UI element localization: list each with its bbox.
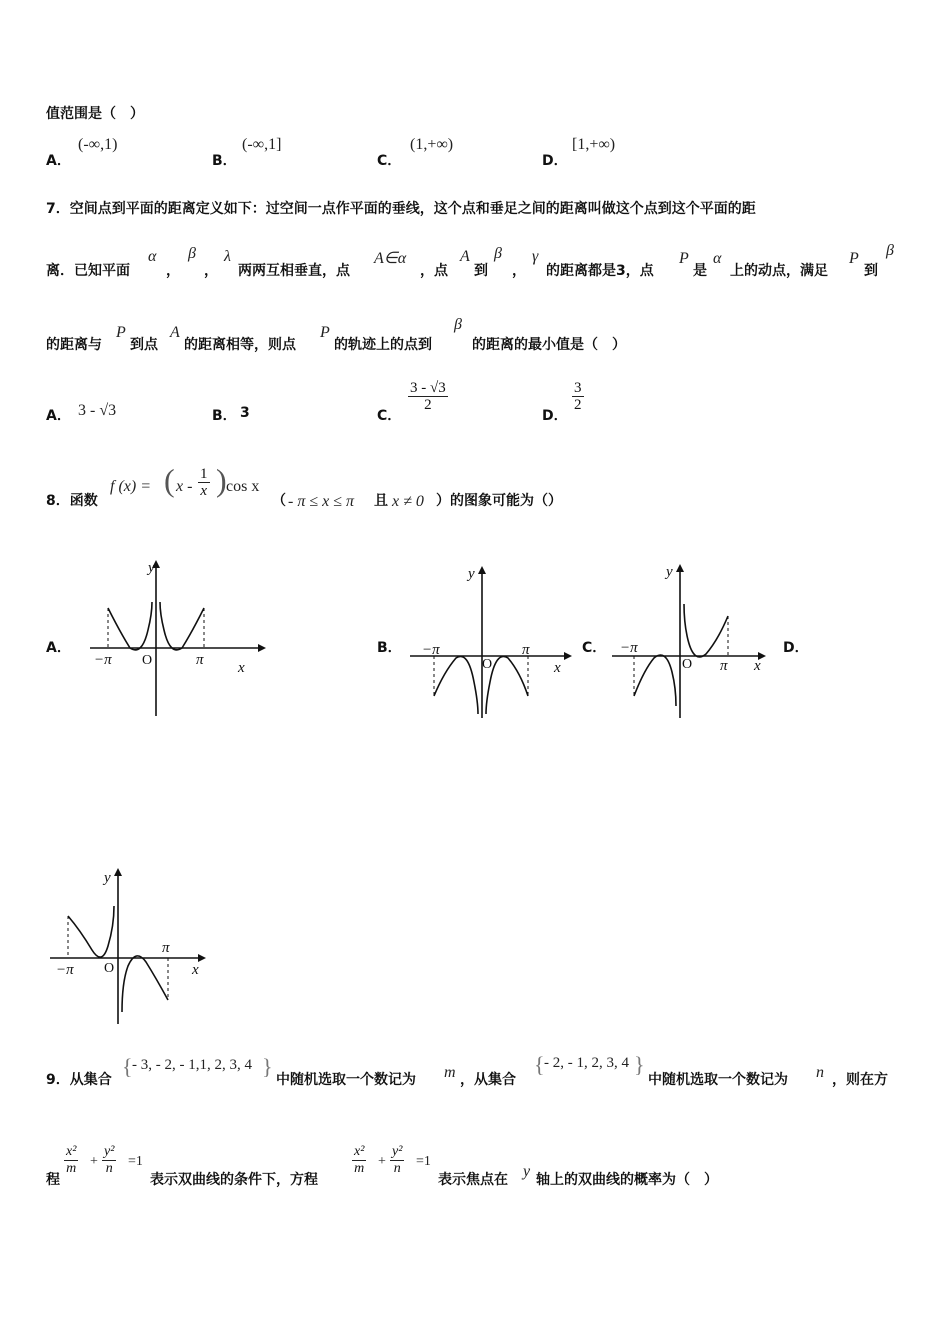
q8-frac-den: x (200, 483, 208, 499)
pi-label: π (720, 658, 728, 674)
q7-point-a: A (460, 248, 470, 265)
q7-option-b-value: 3 (240, 405, 250, 421)
q9-eq1-n: n (105, 1161, 113, 1176)
curve-left (434, 656, 478, 714)
q7-option-b-letter: B． (212, 408, 237, 424)
q9-eq1-x-frac (64, 1144, 78, 1177)
q7-option-a-letter: A． (46, 408, 71, 424)
origin-label: O (104, 961, 115, 976)
q7-option-c-fraction (408, 380, 448, 413)
origin-label: O (142, 653, 153, 668)
q9-eq2-n: n (393, 1161, 401, 1176)
y-axis-arrow (478, 566, 486, 574)
q9-d: 中随机选取一个数记为 (648, 1072, 788, 1088)
q7-option-d-denominator: 2 (574, 397, 582, 413)
q7-option-d-fraction (572, 380, 584, 413)
neg-pi-label: −π (56, 962, 74, 978)
q7-gamma: γ (532, 248, 539, 265)
q7-comma-2: ， (204, 263, 218, 279)
q7-beta-2: β (494, 245, 502, 262)
q8-cond-neq: x ≠ 0 (392, 493, 424, 510)
q9-eq2-y-frac (390, 1144, 404, 1177)
q8-option-c-letter: C． (582, 640, 607, 656)
q9-m: m (444, 1064, 456, 1081)
q9-eq1-m: m (66, 1161, 77, 1176)
q7-l3-b: 到点 (130, 337, 158, 353)
q7-option-c-denominator: 2 (424, 397, 432, 413)
curve-right (122, 956, 168, 1012)
q7-l2-g: 上的动点，满足 (730, 263, 828, 279)
q9-l2-b: 表示双曲线的条件下，方程 (150, 1172, 318, 1188)
q6-option-b-math: (-∞,1] (242, 136, 282, 153)
q9-l2-c: 表示焦点在 (438, 1172, 508, 1188)
q7-option-d-letter: D． (542, 408, 568, 424)
q7-l3-e: 的距离的最小值是（ ） (472, 337, 626, 353)
q6-option-c-math: (1,+∞) (410, 136, 454, 153)
q7-line-1: 7．空间点到平面的距离定义如下：过空间一点作平面的垂线，这个点和垂足之间的距离叫做这个点到这个平面的距 (46, 201, 756, 217)
neg-pi-label: −π (620, 640, 638, 656)
neg-pi-label: −π (94, 652, 112, 668)
q6-option-d-math: [1,+∞) (572, 136, 616, 153)
q8-option-b-letter: B． (377, 640, 402, 656)
q7-alpha-2: α (713, 250, 722, 267)
y-axis-arrow (114, 868, 122, 876)
q7-l2-e: 的距离都是3，点 (546, 263, 654, 279)
q9-eq1-plus: + (90, 1154, 98, 1169)
q9-set2-open-brace: { (534, 1052, 545, 1077)
q7-l2-h: 到 (864, 263, 878, 279)
y-label: y (104, 870, 111, 886)
q7-l2-d: 到 (474, 263, 488, 279)
q6-option-b-letter: B． (212, 153, 237, 169)
q9-eq2-m: m (354, 1161, 365, 1176)
curve-right (160, 602, 204, 650)
q7-option-c-letter: C． (377, 408, 402, 424)
pi-label: π (522, 642, 530, 658)
q7-point-p-4: P (320, 324, 330, 341)
q8-fx: f (x) = (110, 478, 151, 495)
curve-right (684, 604, 728, 657)
q8-option-a-letter: A． (46, 640, 71, 656)
q6-option-a-letter: A． (46, 153, 71, 169)
q9-eq2-plus: + (378, 1154, 386, 1169)
q7-point-p-3: P (116, 324, 126, 341)
q9-eq2-x2: x² (354, 1144, 365, 1159)
q8-frac-num: 1 (200, 466, 208, 482)
q8-lead: 8．函数 (46, 493, 98, 509)
q9-c: ，从集合 (460, 1072, 516, 1088)
q9-eq2-equals: =1 (416, 1154, 431, 1169)
q7-l3-d: 的轨迹上的点到 (334, 337, 432, 353)
q7-lambda: λ (224, 248, 231, 265)
q6-option-d-letter: D． (542, 153, 568, 169)
origin-label: O (482, 657, 493, 672)
q9-eq1-y2: y² (104, 1144, 115, 1159)
q6-stem-tail: 值范围是（ ） (46, 106, 144, 122)
q7-l3-a: 的距离与 (46, 337, 102, 353)
q9-b: 中随机选取一个数记为 (276, 1072, 416, 1088)
q7-beta-3: β (886, 242, 894, 259)
q8-cos: cos x (226, 478, 260, 495)
x-label: x (238, 660, 245, 676)
q9-set2: - 2, - 1, 2, 3, 4 (544, 1055, 629, 1071)
q6-option-a-math: (-∞,1) (78, 136, 118, 153)
y-label: y (468, 566, 475, 582)
q9-set1-close-brace: } (262, 1054, 273, 1079)
q9-eq1-equals: =1 (128, 1154, 143, 1169)
q7-l3-c: 的距离相等，则点 (184, 337, 296, 353)
q7-point-a-2: A (170, 324, 180, 341)
q9-l2-a: 程 (46, 1172, 60, 1188)
x-axis-arrow (258, 644, 266, 652)
q8-right-paren: ) (216, 462, 227, 498)
q6-option-c-letter: C． (377, 153, 402, 169)
q7-point-p-2: P (849, 250, 859, 267)
q8-cond-open: （ (272, 493, 286, 509)
q7-option-c-numerator: 3 - √3 (410, 380, 446, 396)
y-axis-arrow (676, 564, 684, 572)
q8-cond-range: - π ≤ x ≤ π (288, 493, 355, 510)
q8-option-d-letter: D． (783, 640, 809, 656)
q8-graph-b (406, 562, 576, 722)
curve-left (108, 602, 152, 650)
q7-alpha: α (148, 248, 157, 265)
q7-comma-3: ， (512, 263, 526, 279)
y-label: y (666, 564, 673, 580)
q7-l2-c: ，点 (420, 263, 448, 279)
q9-eq1-y-frac (102, 1144, 116, 1177)
q7-a-in-alpha: A∈α (374, 250, 407, 267)
q9-eq1-x2: x² (66, 1144, 77, 1159)
x-label: x (554, 660, 561, 676)
q9-eq2-x-frac (352, 1144, 366, 1177)
q9-set2-close-brace: } (634, 1052, 645, 1077)
x-axis-arrow (564, 652, 572, 660)
q7-l2-a: 离．已知平面 (46, 263, 130, 279)
q9-y-axis-var: y (523, 1163, 531, 1180)
q9-e: ，则在方 (832, 1072, 888, 1088)
q8-cond-and: 且 (374, 493, 388, 509)
curve-right (486, 656, 528, 714)
q9-eq2-y2: y² (392, 1144, 403, 1159)
q8-x-minus: x - (176, 478, 193, 495)
q8-left-paren: ( (164, 462, 175, 498)
q7-point-p: P (679, 250, 689, 267)
q7-option-d-numerator: 3 (574, 380, 582, 396)
q9-n: n (816, 1064, 824, 1081)
curve-left (68, 906, 114, 957)
pi-label: π (162, 940, 170, 956)
q7-l2-f: 是 (693, 263, 707, 279)
q8-graph-c (608, 560, 778, 722)
q9-set1-open-brace: { (122, 1054, 133, 1079)
pi-label: π (196, 652, 204, 668)
q9-lead: 9．从集合 (46, 1072, 112, 1088)
x-axis-arrow (198, 954, 206, 962)
x-label: x (192, 962, 199, 978)
y-label: y (148, 560, 155, 576)
q7-l2-b: 两两互相垂直，点 (238, 263, 350, 279)
neg-pi-label: −π (422, 642, 440, 658)
q8-graph-a (86, 556, 266, 721)
origin-label: O (682, 657, 693, 672)
q9-set1: - 3, - 2, - 1,1, 2, 3, 4 (132, 1057, 252, 1073)
q8-one-over-x (198, 466, 210, 499)
q8-tail: ）的图象可能为（） (436, 493, 562, 509)
q7-beta-4: β (454, 316, 462, 333)
q7-beta: β (188, 245, 196, 262)
q8-graph-d (46, 864, 216, 1028)
x-label: x (754, 658, 761, 674)
q7-comma-1: ， (166, 263, 180, 279)
curve-left (634, 655, 676, 706)
q7-option-a-math: 3 - √3 (78, 402, 117, 419)
q9-l2-d: 轴上的双曲线的概率为（ ） (536, 1172, 718, 1188)
